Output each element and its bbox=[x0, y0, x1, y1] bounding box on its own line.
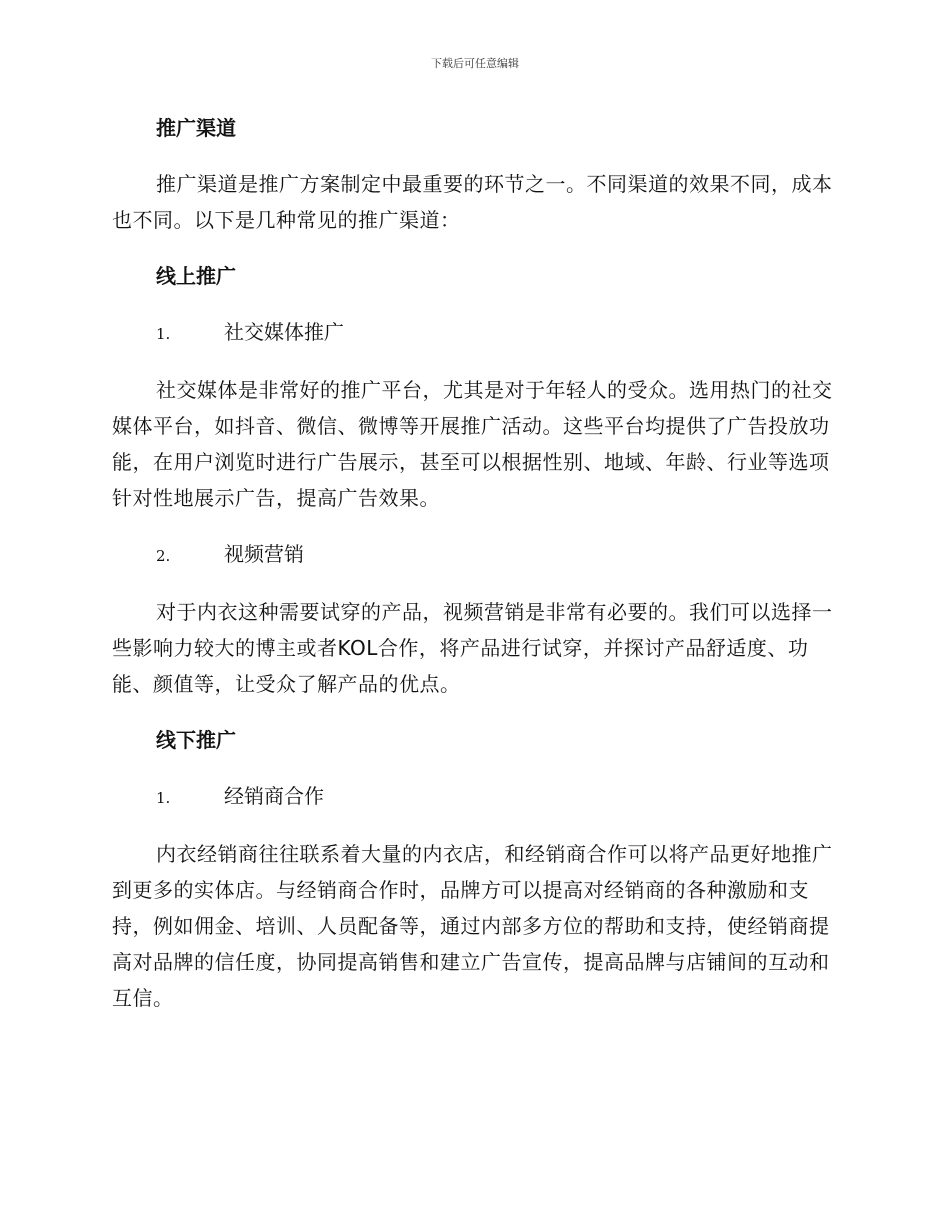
online-item-2-paragraph: 对于内衣这种需要试穿的产品，视频营销是非常有必要的。我们可以选择一些影响力较大的博主或者KOL合作，将产品进行试穿，并探讨产品舒适度、功能、颜值等，让受众了解产品的优点。 bbox=[112, 600, 833, 696]
online-item-2-heading bbox=[156, 536, 842, 574]
document-body bbox=[112, 110, 842, 1036]
intro-paragraph: 推广渠道是推广方案制定中最重要的环节之一。不同渠道的效果不同，成本也不同。以下是几种常见的推广渠道： bbox=[112, 172, 833, 232]
list-number: 1. bbox=[156, 325, 171, 343]
list-title: 经销商合作 bbox=[224, 784, 324, 808]
offline-heading: 线下推广 bbox=[156, 728, 236, 752]
online-item-1-heading bbox=[156, 314, 842, 352]
online-item-1-paragraph: 社交媒体是非常好的推广平台，尤其是对于年轻人的受众。选用热门的社交媒体平台，如抖音、微信、微博等开展推广活动。这些平台均提供了广告投放功能，在用户浏览时进行广告展示，甚至可以根据性别、地域、年龄、行业等选项针对性地展示广告，提高广告效果。 bbox=[112, 378, 833, 510]
list-number: 1. bbox=[156, 789, 171, 807]
list-number: 2. bbox=[156, 547, 171, 565]
section-title: 推广渠道 bbox=[156, 116, 236, 140]
page-header: 下载后可任意编辑 bbox=[431, 57, 519, 70]
online-heading: 线上推广 bbox=[156, 264, 236, 288]
offline-item-1-paragraph: 内衣经销商往往联系着大量的内衣店，和经销商合作可以将产品更好地推广到更多的实体店。与经销商合作时，品牌方可以提高对经销商的各种激励和支持，例如佣金、培训、人员配备等，通过内部多方位的帮助和支持，使经销商提高对品牌的信任度，协同提高销售和建立广告宣传，提高品牌与店铺间的互动和互信。 bbox=[112, 842, 833, 1010]
list-title: 社交媒体推广 bbox=[224, 320, 344, 344]
list-title: 视频营销 bbox=[224, 542, 304, 566]
offline-item-1-heading bbox=[156, 778, 842, 816]
